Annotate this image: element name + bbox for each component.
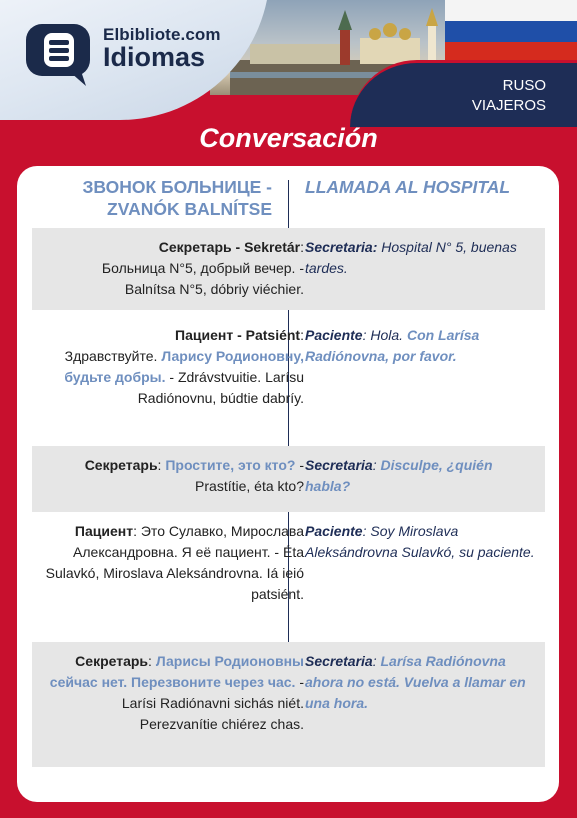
speaker-label: Секретарь bbox=[84, 457, 158, 473]
highlighted-phrase: Ларису Родионовну, будьте добры. bbox=[64, 348, 304, 385]
highlighted-phrase: Larísa Radiónovna ahora no está. Vuelva a llamar en una hora. bbox=[305, 653, 526, 711]
russian-text: Больница N°5, добрый вечер. - bbox=[101, 260, 304, 276]
dialogue-row bbox=[32, 318, 545, 440]
spanish-line bbox=[305, 325, 540, 367]
russian-text: Здравствуйте. bbox=[64, 348, 162, 364]
highlighted-phrase: Ларисы Родионовны сейчас нет. Перезвоните через час. bbox=[49, 653, 304, 690]
highlighted-phrase: Disculpe, ¿quién habla? bbox=[305, 457, 493, 494]
speaker-label: Paciente bbox=[305, 523, 363, 539]
highlighted-phrase: Con Larísa Radiónovna, por favor. bbox=[305, 327, 480, 364]
russian-line: Секретарь: Ларисы Родионовны сейчас нет. Перезвоните через час. - Larísi Radiónavni sichás niét. Perezvanítie chiérez chas. bbox=[49, 653, 304, 732]
russian-flag bbox=[445, 0, 577, 62]
dialogue-row bbox=[32, 642, 545, 767]
russian-line bbox=[44, 521, 304, 605]
speaker-label: Secretaria: bbox=[305, 239, 378, 255]
audience-label: VIAJEROS bbox=[471, 97, 546, 114]
dialogue-row bbox=[32, 512, 545, 632]
dialogue-row bbox=[32, 228, 545, 310]
russian-line: Пациент - Patsiént: Здравствуйте. Ларису Родионовну, будьте добры. - Zdrávstvuitie. Larísu Radiónovnu, búdtie dabríy. bbox=[64, 327, 304, 406]
site-name: Elbibliote.com bbox=[103, 25, 221, 44]
spanish-line bbox=[305, 521, 540, 563]
speaker-label: Пациент - Patsiént bbox=[175, 327, 301, 343]
spanish-text: : bbox=[372, 457, 381, 473]
spanish-column-heading: LLAMADA AL HOSPITAL bbox=[305, 177, 511, 197]
speaker-label: Secretaria bbox=[305, 457, 373, 473]
spanish-text: Hospital N° 5, buenas tardes. bbox=[305, 239, 517, 276]
transliteration-text: - Zdrávstvuitie. Larísu Radiónovnu, búdtie dabríy. bbox=[137, 369, 304, 406]
spanish-line bbox=[305, 455, 540, 497]
transliteration-text: - Prastítie, éta kto? bbox=[195, 457, 304, 494]
level-badge bbox=[350, 60, 577, 127]
spanish-text: : Soy Miroslava Aleksándrovna Sulavkó, su paciente. bbox=[305, 523, 535, 560]
spanish-text: : bbox=[372, 653, 381, 669]
speaker-label: Секретарь - Sekretár bbox=[158, 239, 301, 255]
language-label: RUSO bbox=[502, 77, 546, 94]
speaker-label: Секретарь bbox=[75, 653, 149, 669]
page-title: Conversación bbox=[199, 123, 378, 153]
spanish-text: : Hola. bbox=[362, 327, 407, 343]
speaker-label: Secretaria bbox=[305, 653, 373, 669]
spanish-line bbox=[305, 237, 540, 279]
transliteration-text: Balnítsa N°5, dóbriy viéchier. bbox=[124, 281, 304, 297]
dialogue-row bbox=[32, 446, 545, 512]
transliteration-text: - Larísi Radiónavni sichás niét. Perezvanítie chiérez chas. bbox=[121, 674, 304, 732]
product-name: Idiomas bbox=[103, 42, 206, 72]
speaker-label: Paciente bbox=[305, 327, 363, 343]
highlighted-phrase: Простите, это кто? bbox=[165, 457, 296, 473]
russian-line: Секретарь: Простите, это кто? - Prastítie, éta kto? bbox=[84, 457, 304, 494]
speech-bubble-logo-icon bbox=[24, 22, 94, 88]
header-banner bbox=[0, 0, 577, 132]
speaker-label: Пациент bbox=[74, 523, 134, 539]
russian-text: : Это Сулавко, Мирослава Александровна. Я её пациент. - Éta Sulavkó, Miroslava Aleksándrovna. Iá ieió patsiént. bbox=[45, 523, 304, 602]
russian-line: Секретарь - Sekretár: Больница N°5, добрый вечер. - Balnítsa N°5, dóbriy viéchier. bbox=[101, 239, 304, 297]
spanish-line bbox=[305, 651, 540, 714]
russian-column-heading: ЗВОНОК БОЛЬНИЦЕ - ZVANÓK BALNÍTSE bbox=[82, 177, 272, 219]
